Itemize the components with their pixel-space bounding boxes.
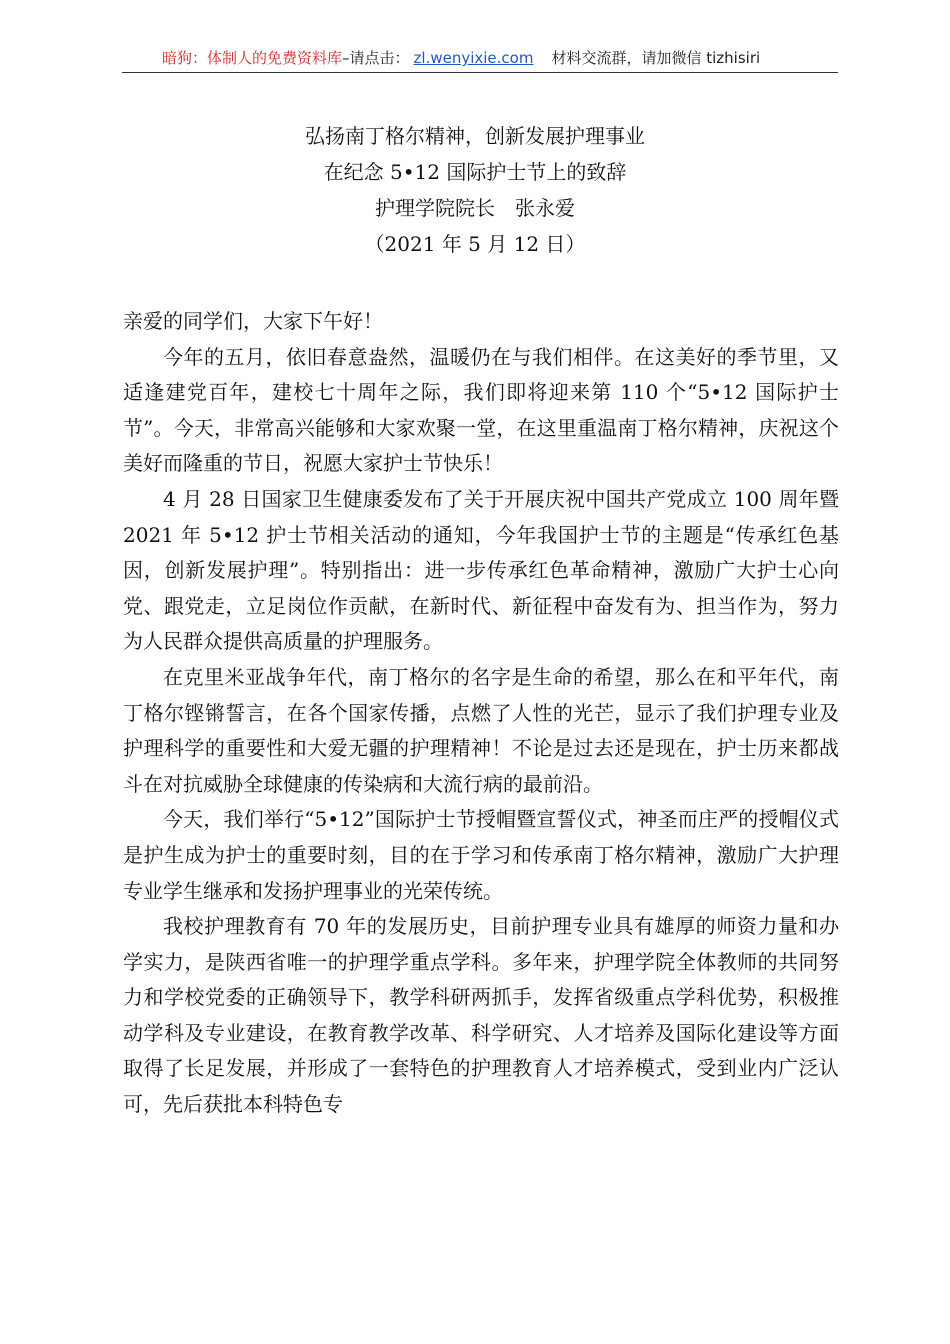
document-title: 弘扬南丁格尔精神，创新发展护理事业: [305, 124, 645, 148]
document-date: （2021 年 5 月 12 日）: [364, 232, 586, 256]
document-author: 护理学院院长 张永爱: [375, 196, 575, 220]
paragraph-4: 今天，我们举行“5•12”国际护士节授帽暨宣誓仪式，神圣而庄严的授帽仪式是护生成为护士的重要时刻，目的在于学习和传承南丁格尔精神，激励广大护理专业学生继承和发扬护理事业的光荣传统。: [123, 807, 839, 903]
paragraph-1: 今年的五月，依旧春意盎然，温暖仍在与我们相伴。在这美好的季节里，又适逢建党百年，建校七十周年之际，我们即将迎来第 110 个“5•12 国际护士节”。今天，非常高兴能够和大家欢聚一堂，在这里重温南丁格尔精神，庆祝这个美好而隆重的节日，祝愿大家护士节快乐！: [123, 344, 839, 476]
greeting: 亲爱的同学们，大家下午好！: [123, 309, 383, 333]
paragraph-2: 4 月 28 日国家卫生健康委发布了关于开展庆祝中国共产党成立 100 周年暨 2021 年 5•12 护士节相关活动的通知，今年我国护士节的主题是“传承红色基因，创新发展护理”。特别指出：进一步传承红色革命精神，激励广大护士心向党、跟党走，立足岗位作贡献，在新时代、新征程中奋发有为、担当作为，努力为人民群众提供高质量的护理服务。: [123, 486, 839, 654]
header-cta: –请点击：: [342, 49, 410, 67]
title-block: [0, 118, 950, 262]
document-body: [123, 304, 839, 1123]
header-link[interactable]: zl.wenyixie.com: [413, 49, 534, 67]
header-brand: 暗狗：体制人的免费资料库: [162, 49, 343, 67]
header-group-info: 材料交流群，请加微信 tizhisiri: [551, 49, 761, 67]
document-subtitle: 在纪念 5•12 国际护士节上的致辞: [323, 160, 627, 184]
page-header: [122, 44, 838, 73]
paragraph-3: 在克里米亚战争年代，南丁格尔的名字是生命的希望，那么在和平年代，南丁格尔铿锵誓言，在各个国家传播，点燃了人性的光芒，显示了我们护理专业及护理科学的重要性和大爱无疆的护理精神！不论是过去还是现在，护士历来都战斗在对抗威胁全球健康的传染病和大流行病的最前沿。: [123, 664, 839, 796]
paragraph-5: 我校护理教育有 70 年的发展历史，目前护理专业具有雄厚的师资力量和办学实力，是陕西省唯一的护理学重点学科。多年来，护理学院全体教师的共同努力和学校党委的正确领导下，教学科研两抓手，发挥省级重点学科优势，积极推动学科及专业建设，在教育教学改革、科学研究、人才培养及国际化建设等方面取得了长足发展，并形成了一套特色的护理教育人才培养模式，受到业内广泛认可，先后获批本科特色专: [123, 914, 839, 1117]
